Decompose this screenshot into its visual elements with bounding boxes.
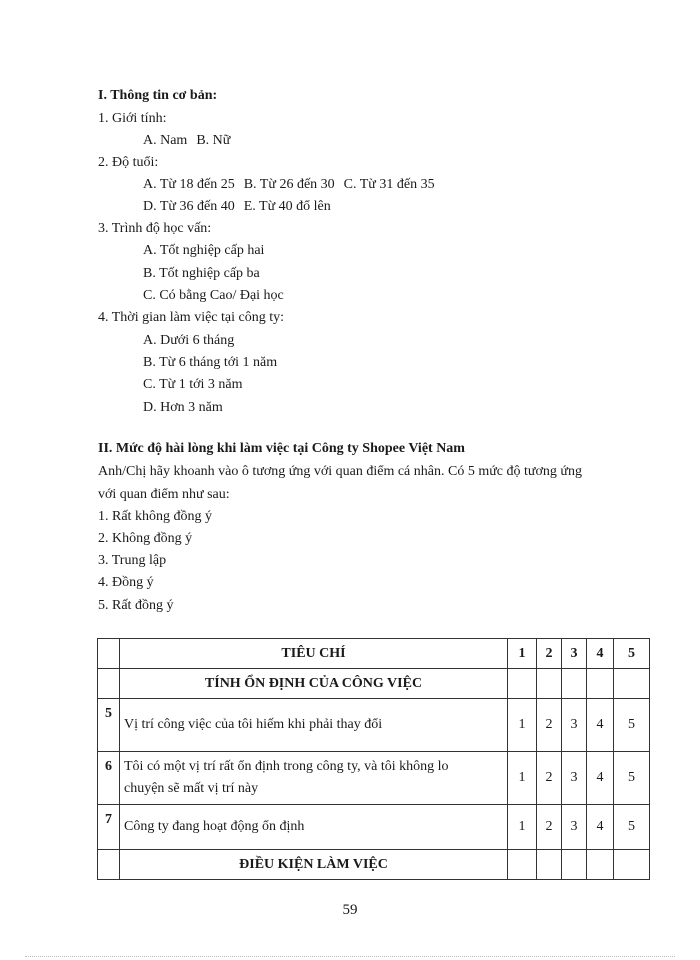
row-criterion-line2: chuyện sẽ mất vị trí này: [124, 781, 259, 796]
group-title-stability: TÍNH ỔN ĐỊNH CỦA CÔNG VIỆC: [120, 669, 508, 699]
q2-option-d: D. Từ 36 đến 40: [143, 199, 235, 214]
q2-options-row1: [143, 176, 444, 194]
q1-option-b: B. Nữ: [196, 133, 231, 148]
table-header-row: [98, 639, 650, 669]
score-option[interactable]: 4: [587, 752, 614, 805]
row-number: 5: [98, 699, 120, 752]
row-criterion-line1: Công ty đang hoạt động ổn định: [124, 819, 305, 834]
score-option[interactable]: 1: [508, 752, 537, 805]
group-empty-cell: [98, 669, 120, 699]
q2-option-c: C. Từ 31 đến 35: [343, 177, 435, 192]
row-criterion: [120, 699, 508, 752]
q3-option-c: C. Có bằng Cao/ Đại học: [143, 288, 284, 303]
q4-option-d: D. Hơn 3 năm: [143, 400, 223, 415]
q2-option-b: B. Từ 26 đến 30: [243, 177, 335, 192]
group-empty-cell: [562, 669, 587, 699]
q1-option-a: A. Nam: [143, 133, 188, 148]
page-number: 59: [342, 902, 358, 918]
group-empty-cell: [587, 669, 614, 699]
score-option[interactable]: 3: [562, 752, 587, 805]
score-option[interactable]: 2: [537, 699, 562, 752]
score-option[interactable]: 3: [562, 805, 587, 850]
header-score-4: 4: [587, 639, 614, 669]
row-criterion-line1: Vị trí công việc của tôi hiếm khi phải thay đổi: [124, 717, 383, 732]
q2-options-row2: [143, 198, 340, 216]
q4-option-a: A. Dưới 6 tháng: [143, 333, 235, 348]
scale-item-1: 1. Rất không đồng ý: [98, 509, 212, 524]
group-row-conditions: [98, 850, 650, 880]
header-score-2: 2: [537, 639, 562, 669]
score-option[interactable]: 5: [614, 699, 650, 752]
q4-label: 4. Thời gian làm việc tại công ty:: [98, 310, 284, 325]
group-empty-cell: [614, 669, 650, 699]
header-score-1: 1: [508, 639, 537, 669]
table-row: [98, 752, 650, 805]
q4-option-b: B. Từ 6 tháng tới 1 năm: [143, 355, 278, 370]
header-score-5: 5: [614, 639, 650, 669]
score-option[interactable]: 2: [537, 752, 562, 805]
group-empty-cell: [98, 850, 120, 880]
survey-table: [97, 638, 650, 880]
q3-option-b: B. Tốt nghiệp cấp ba: [143, 266, 260, 281]
q2-option-e: E. Từ 40 đổ lên: [243, 199, 331, 214]
row-criterion-line1: Tôi có một vị trí rất ổn định trong công ty, và tôi không lo: [124, 759, 449, 774]
header-criteria: TIÊU CHÍ: [120, 639, 508, 669]
row-criterion: [120, 805, 508, 850]
scale-item-5: 5. Rất đồng ý: [98, 598, 174, 613]
q1-label: 1. Giới tính:: [98, 111, 167, 126]
page-bottom-divider: [25, 956, 675, 957]
score-option[interactable]: 4: [587, 699, 614, 752]
header-number-cell: [98, 639, 120, 669]
group-empty-cell: [587, 850, 614, 880]
scale-item-3: 3. Trung lập: [98, 553, 167, 568]
row-criterion: [120, 752, 508, 805]
group-title-conditions: ĐIỀU KIỆN LÀM VIỆC: [120, 850, 508, 880]
score-option[interactable]: 5: [614, 805, 650, 850]
score-option[interactable]: 4: [587, 805, 614, 850]
group-empty-cell: [508, 669, 537, 699]
row-number: 6: [98, 752, 120, 805]
group-empty-cell: [537, 669, 562, 699]
q4-option-c: C. Từ 1 tới 3 năm: [143, 377, 243, 392]
group-empty-cell: [562, 850, 587, 880]
section-1-heading: I. Thông tin cơ bản:: [98, 88, 218, 103]
group-empty-cell: [537, 850, 562, 880]
group-empty-cell: [614, 850, 650, 880]
score-option[interactable]: 2: [537, 805, 562, 850]
score-option[interactable]: 1: [508, 805, 537, 850]
q1-options: [143, 132, 239, 150]
row-number: 7: [98, 805, 120, 850]
table-row: [98, 805, 650, 850]
q2-option-a: A. Từ 18 đến 25: [143, 177, 235, 192]
q3-option-a: A. Tốt nghiệp cấp hai: [143, 243, 265, 258]
score-option[interactable]: 1: [508, 699, 537, 752]
table-row: [98, 699, 650, 752]
section-2-heading: II. Mức độ hài lòng khi làm việc tại Công ty Shopee Việt Nam: [98, 441, 465, 456]
group-row-stability: [98, 669, 650, 699]
score-option[interactable]: 3: [562, 699, 587, 752]
section-2-intro-line1: Anh/Chị hãy khoanh vào ô tương ứng với quan điểm cá nhân. Có 5 mức độ tương ứng: [98, 464, 582, 479]
scale-item-2: 2. Không đồng ý: [98, 531, 193, 546]
q2-label: 2. Độ tuổi:: [98, 155, 159, 170]
header-score-3: 3: [562, 639, 587, 669]
score-option[interactable]: 5: [614, 752, 650, 805]
section-2-intro-line2: với quan điểm như sau:: [98, 487, 230, 502]
q3-label: 3. Trình độ học vấn:: [98, 221, 212, 236]
scale-item-4: 4. Đồng ý: [98, 575, 154, 590]
group-empty-cell: [508, 850, 537, 880]
